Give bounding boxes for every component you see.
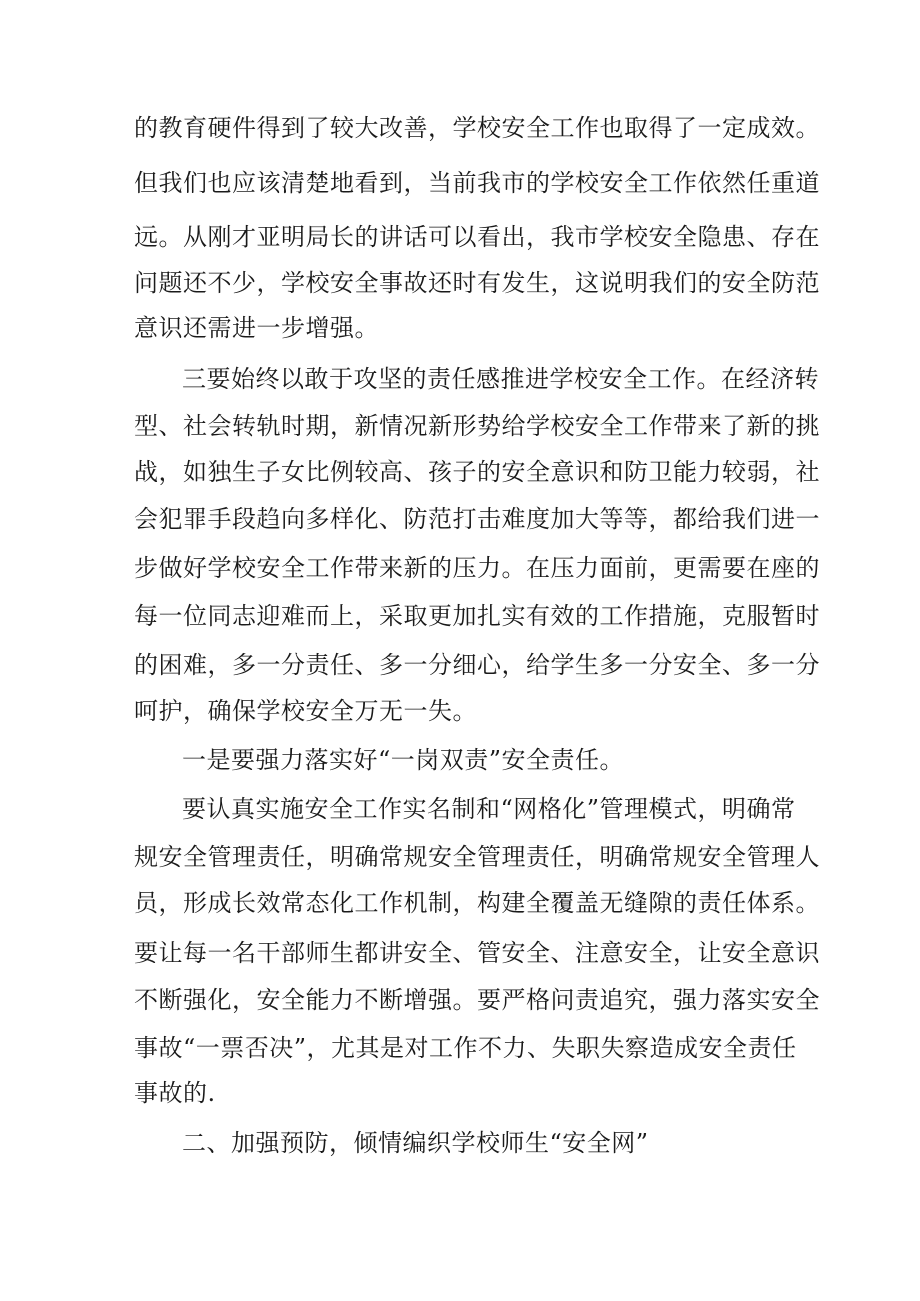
paragraph-line: 规安全管理责任，明确常规安全管理责任，明确常规安全管理人 (134, 843, 820, 871)
paragraph-line: 不断强化，安全能力不断增强。要严格问责追究，强力落实安全 (134, 986, 820, 1014)
paragraph-line: 三要始终以敢于攻坚的责任感推进学校安全工作。在经济转 (182, 365, 819, 393)
paragraph-line: 每一位同志迎难而上，采取更加扎实有效的工作措施，克服暂时 (134, 602, 820, 630)
paragraph-line: 远。从刚才亚明局长的讲话可以看出，我市学校安全隐患、存在 (134, 223, 820, 251)
paragraph-line: 会犯罪手段趋向多样化、防范打击难度加大等等，都给我们进一 (134, 505, 820, 533)
paragraph-line: 要让每一名干部师生都讲安全、管安全、注意安全，让安全意识 (134, 939, 820, 967)
paragraph-line: 战，如独生子女比例较高、孩子的安全意识和防卫能力较弱，社 (134, 458, 820, 486)
paragraph-line: 呵护，确保学校安全万无一失。 (134, 697, 477, 725)
section-heading: 一是要强力落实好“一岗双责”安全责任。 (182, 746, 625, 774)
paragraph-line: 事故“一票否决”，尤其是对工作不力、失职失察造成安全责任 (134, 1034, 797, 1062)
paragraph-line: 型、社会转轨时期，新情况新形势给学校安全工作带来了新的挑 (134, 412, 820, 440)
section-heading: 二、加强预防，倾情编织学校师生“安全网” (182, 1129, 649, 1157)
paragraph-line: 要认真实施安全工作实名制和“网格化”管理模式，明确常 (182, 795, 796, 823)
paragraph-line: 员，形成长效常态化工作机制，构建全覆盖无缝隙的责任体系。 (134, 889, 820, 917)
paragraph-line: 的困难，多一分责任、多一分细心，给学生多一分安全、多一分 (134, 651, 820, 679)
paragraph-line: 但我们也应该清楚地看到，当前我市的学校安全工作依然任重道 (134, 169, 820, 197)
paragraph-line: 步做好学校安全工作带来新的压力。在压力面前，更需要在座的 (134, 554, 820, 582)
paragraph-line: 事故的. (134, 1079, 216, 1107)
paragraph-line: 问题还不少，学校安全事故还时有发生，这说明我们的安全防范 (134, 269, 820, 297)
paragraph-line: 的教育硬件得到了较大改善，学校安全工作也取得了一定成效。 (134, 114, 820, 142)
paragraph-line: 意识还需进一步增强。 (134, 314, 379, 342)
